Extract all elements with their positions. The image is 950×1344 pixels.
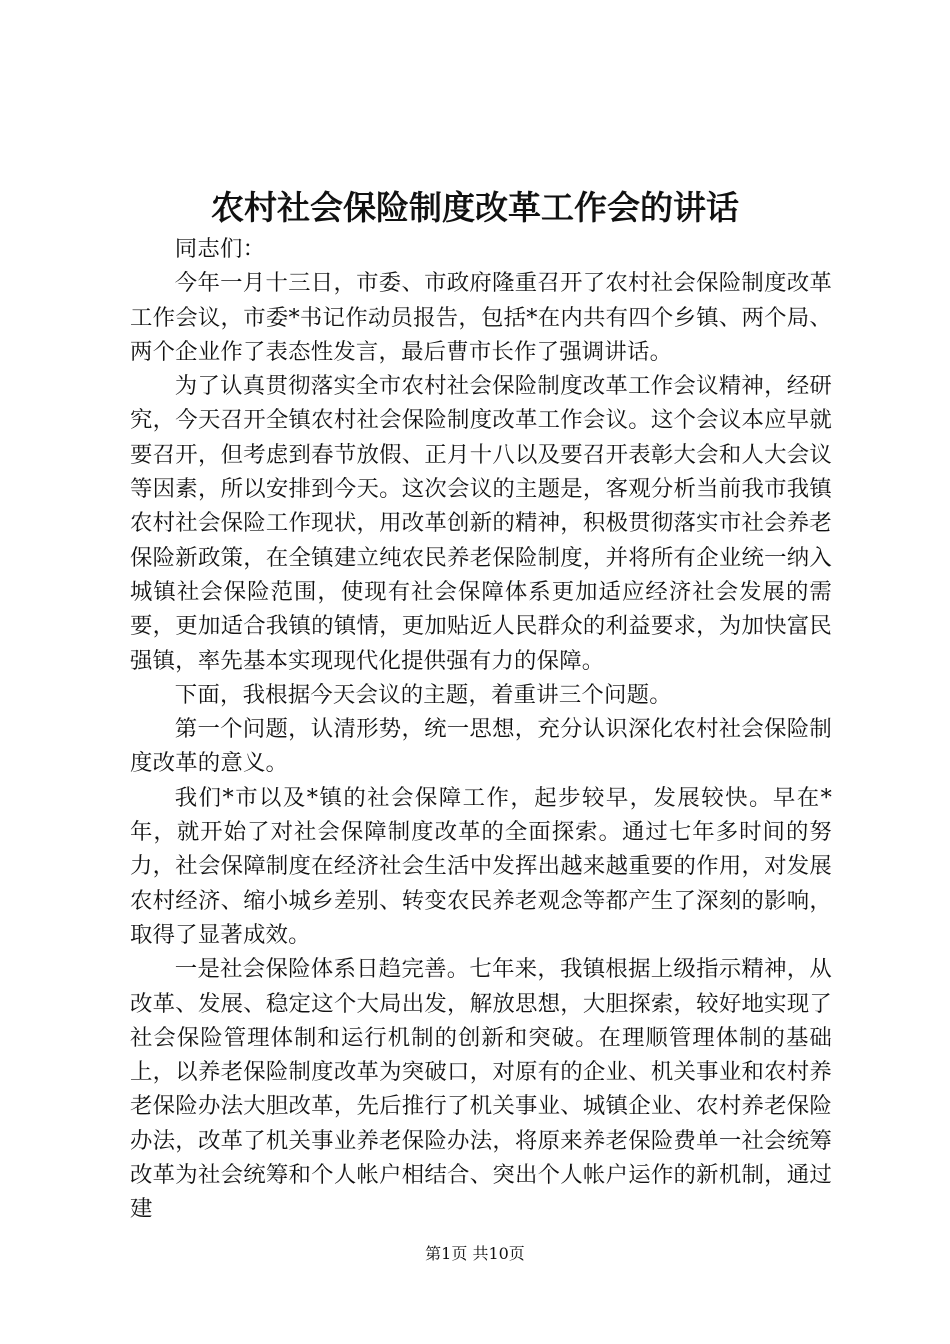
body-paragraph: 今年一月十三日，市委、市政府隆重召开了农村社会保险制度改革工作会议，市委*书记作动员报告，包括*在内共有四个乡镇、两个局、两个企业作了表态性发言，最后曹市长作了强调讲话。 — [130, 270, 832, 365]
body-paragraph: 第一个问题，认清形势，统一思想，充分认识深化农村社会保险制度改革的意义。 — [130, 716, 832, 777]
body-paragraph: 一是社会保险体系日趋完善。七年来，我镇根据上级指示精神，从改革、发展、稳定这个大局出发，解放思想，大胆探索，较好地实现了社会保险管理体制和运行机制的创新和突破。在理顺管理体制的基础上，以养老保险制度改革为突破口，对原有的企业、机关事业和农村养老保险办法大胆改革，先后推行了机关事业、城镇企业、农村养老保险办法，改革了机关事业养老保险办法，将原来养老保险费单一社会统筹改革为社会统筹和个人帐户相结合、突出个人帐户运作的新机制，通过建 — [130, 956, 832, 1223]
body-paragraph: 我们*市以及*镇的社会保障工作，起步较早，发展较快。早在*年，就开始了对社会保障制度改革的全面探索。通过七年多时间的努力，社会保障制度在经济社会生活中发挥出越来越重要的作用，对发展农村经济、缩小城乡差别、转变农民养老观念等都产生了深刻的影响，取得了显著成效。 — [130, 784, 832, 948]
body-paragraph: 为了认真贯彻落实全市农村社会保险制度改革工作会议精神，经研究，今天召开全镇农村社会保险制度改革工作会议。这个会议本应早就要召开，但考虑到春节放假、正月十八以及要召开表彰大会和人大会议等因素，所以安排到今天。这次会议的主题是，客观分析当前我市我镇农村社会保险工作现状，用改革创新的精神，积极贯彻落实市社会养老保险新政策，在全镇建立纯农民养老保险制度，并将所有企业统一纳入城镇社会保险范围，使现有社会保障体系更加适应经济社会发展的需要，更加适合我镇的镇情，更加贴近人民群众的利益要求，为加快富民强镇，率先基本实现现代化提供强有力的保障。 — [130, 373, 832, 674]
document-body — [130, 232, 832, 1227]
body-paragraph: 下面，我根据今天会议的主题，着重讲三个问题。 — [174, 681, 672, 708]
page-number-footer: 第1页 共10页 — [425, 1244, 525, 1263]
greeting-paragraph: 同志们： — [174, 236, 266, 262]
document-title: 农村社会保险制度改革工作会的讲话 — [211, 188, 739, 227]
